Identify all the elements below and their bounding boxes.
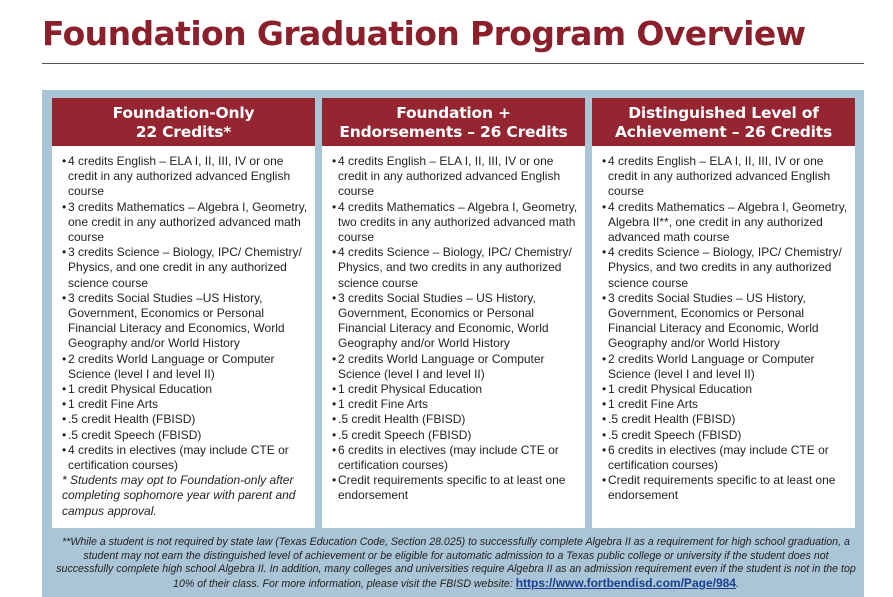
credit-item-text: 3 credits Science – Biology, IPC/ Chemistry/ Physics, and one credit in any authorized science course [68, 245, 302, 290]
credit-item-text: 2 credits World Language or Computer Science (level I and level II) [68, 351, 275, 381]
credit-item-text: .5 credit Speech (FBISD) [338, 427, 472, 442]
column-title-line2: Achievement – 26 Credits [614, 123, 833, 141]
credit-item-text: 1 credit Physical Education [608, 382, 753, 397]
title-divider [42, 63, 864, 64]
credit-item-text: 4 credits English – ELA I, II, III, IV or one credit in any authorized advanced English course [608, 154, 831, 199]
bullet-icon: • [332, 442, 337, 457]
bullet-icon: • [62, 397, 67, 412]
bullet-icon: • [62, 427, 67, 442]
credit-item-text: .5 credit Speech (FBISD) [608, 427, 742, 442]
credit-item [332, 245, 579, 291]
credit-item-text: 2 credits World Language or Computer Science (level I and level II) [608, 351, 815, 381]
bullet-icon: • [332, 245, 337, 260]
credit-item-text: 2 credits World Language or Computer Science (level I and level II) [338, 351, 545, 381]
column-title-line1: Distinguished Level of [628, 104, 819, 122]
bullet-icon: • [332, 351, 337, 366]
credit-item [602, 428, 849, 443]
credit-item [332, 154, 579, 200]
credit-item [602, 200, 849, 246]
bullet-icon: • [602, 154, 607, 168]
bullet-icon: • [332, 199, 337, 214]
bullet-icon: • [602, 473, 607, 488]
fbisd-website-link[interactable]: https://www.fortbendisd.com/Page/984 [515, 575, 736, 590]
credit-item [602, 473, 849, 503]
bullet-icon: • [602, 412, 607, 427]
credit-item [62, 428, 309, 443]
credit-item-text: 3 credits Social Studies – US History, Government, Economics or Personal Financial Literacy and Economic, World Geography and/or World History [608, 290, 819, 351]
bullet-icon: • [62, 290, 67, 305]
credit-item [62, 245, 309, 291]
credit-item-text: 1 credit Fine Arts [338, 397, 429, 412]
bullet-icon: • [62, 442, 67, 457]
credit-item [332, 352, 579, 382]
credit-item-text: 4 credits Science – Biology, IPC/ Chemistry/ Physics, and two credits in any authorized science course [608, 245, 842, 290]
bullet-icon: • [62, 199, 67, 214]
footnote-end: . [735, 577, 739, 590]
credit-item-text: 4 credits English – ELA I, II, III, IV or one credit in any authorized advanced English course [68, 154, 291, 199]
credit-item-text: 6 credits in electives (may include CTE or certification courses) [338, 442, 559, 473]
credit-item [62, 352, 309, 382]
bullet-icon: • [332, 290, 337, 305]
bullet-icon: • [332, 473, 337, 488]
credit-item-text: .5 credit Health (FBISD) [608, 412, 736, 427]
bullet-icon: • [62, 351, 67, 366]
credit-item [62, 291, 309, 352]
credit-item-text: .5 credit Speech (FBISD) [68, 427, 202, 442]
credit-item [602, 352, 849, 382]
overview-panel [42, 90, 864, 597]
credit-item [332, 428, 579, 443]
credit-item [602, 245, 849, 291]
column-header [592, 98, 855, 146]
bullet-icon: • [332, 412, 337, 427]
column-title-line1: Foundation-Only [112, 104, 255, 122]
column-header [52, 98, 315, 146]
bullet-icon: • [602, 382, 607, 397]
bullet-icon: • [332, 382, 337, 397]
credit-item [62, 382, 309, 397]
bullet-icon: • [62, 154, 67, 168]
bullet-icon: • [602, 290, 607, 305]
credit-item [332, 200, 579, 246]
column-foundation-endorsements [322, 98, 585, 528]
credit-item-text: .5 credit Health (FBISD) [338, 412, 466, 427]
page-title: Foundation Graduation Program Overview [42, 14, 806, 53]
credit-item-text: Credit requirements specific to at least one endorsement [608, 473, 836, 503]
credit-item [62, 443, 309, 473]
credit-item [332, 291, 579, 352]
column-title-line1: Foundation + [396, 104, 511, 122]
column-distinguished [592, 98, 855, 528]
algebra-footnote [56, 536, 856, 591]
credit-item [332, 397, 579, 412]
bullet-icon: • [602, 397, 607, 412]
credit-item-text: 4 credits Mathematics – Algebra I, Geometry, two credits in any authorized advanced math course [338, 199, 578, 245]
bullet-icon: • [332, 397, 337, 412]
column-title-line2: 22 Credits* [135, 123, 232, 141]
bullet-icon: • [602, 427, 607, 442]
credit-item-text: 1 credit Fine Arts [68, 397, 159, 412]
credit-item-text: 1 credit Physical Education [338, 382, 483, 397]
credit-item [62, 397, 309, 412]
credit-item-text: 3 credits Social Studies – US History, Government, Economics or Personal Financial Literacy and Economic, World Geography and/or World History [338, 290, 549, 351]
credit-item-text: 1 credit Fine Arts [608, 397, 699, 412]
credit-item [602, 291, 849, 352]
bullet-icon: • [602, 245, 607, 260]
credit-item-text: 4 credits Science – Biology, IPC/ Chemistry/ Physics, and two credits in any authorized science course [338, 245, 572, 290]
bullet-icon: • [62, 245, 67, 260]
credit-item [602, 397, 849, 412]
bullet-icon: • [602, 199, 607, 214]
bullet-icon: • [62, 412, 67, 427]
credit-item-text: 3 credits Social Studies –US History, Government, Economics or Personal Financial Literacy and Economics, World Geography and/or World History [68, 290, 285, 351]
credit-list [592, 146, 855, 504]
credit-list [52, 146, 315, 473]
bullet-icon: • [332, 427, 337, 442]
credit-item [332, 412, 579, 427]
credit-item [332, 382, 579, 397]
column-foundation-only [52, 98, 315, 528]
footnote-text: **While a student is not required by state law (Texas Education Code, Section 28.025) to successfully complete Algebra II as a requirement for high school graduation, a student may not earn the distinguished level of achievement or be eligible for automatic admission to a Texas public college or university if the student does not successfully complete high school Algebra II. In addition, many colleges and universities require Algebra II as an admission requirement even if the student is not in the top 10% of their class. For more information, please visit the FBISD website: [56, 536, 856, 590]
credit-item-text: .5 credit Health (FBISD) [68, 412, 196, 427]
column-header [322, 98, 585, 146]
credit-item-text: Credit requirements specific to at least one endorsement [338, 473, 566, 503]
credit-item [62, 154, 309, 200]
credit-item-text: 4 credits in electives (may include CTE or certification courses) [68, 442, 289, 473]
credit-item [602, 443, 849, 473]
bullet-icon: • [62, 382, 67, 397]
bullet-icon: • [602, 442, 607, 457]
column-title-line2: Endorsements – 26 Credits [339, 123, 568, 141]
credit-item-text: 1 credit Physical Education [68, 382, 213, 397]
credit-list [322, 146, 585, 504]
credit-item-text: 3 credits Mathematics – Algebra I, Geometry, one credit in any authorized advanced math course [68, 199, 308, 245]
credit-item-text: 4 credits Mathematics – Algebra I, Geometry, Algebra II**, one credit in any authorized advanced math course [608, 199, 848, 245]
credit-item [62, 412, 309, 427]
bullet-icon: • [602, 351, 607, 366]
foundation-note: * Students may opt to Foundation-only after completing sophomore year with parent and campus approval. [62, 473, 296, 518]
credit-item [62, 200, 309, 246]
credit-item-text: 6 credits in electives (may include CTE or certification courses) [608, 442, 829, 473]
credit-item [602, 382, 849, 397]
credit-item [602, 412, 849, 427]
credit-item-text: 4 credits English – ELA I, II, III, IV or one credit in any authorized advanced English course [338, 154, 561, 199]
bullet-icon: • [332, 154, 337, 168]
credit-item [332, 473, 579, 503]
credit-item [332, 443, 579, 473]
credit-item [602, 154, 849, 200]
